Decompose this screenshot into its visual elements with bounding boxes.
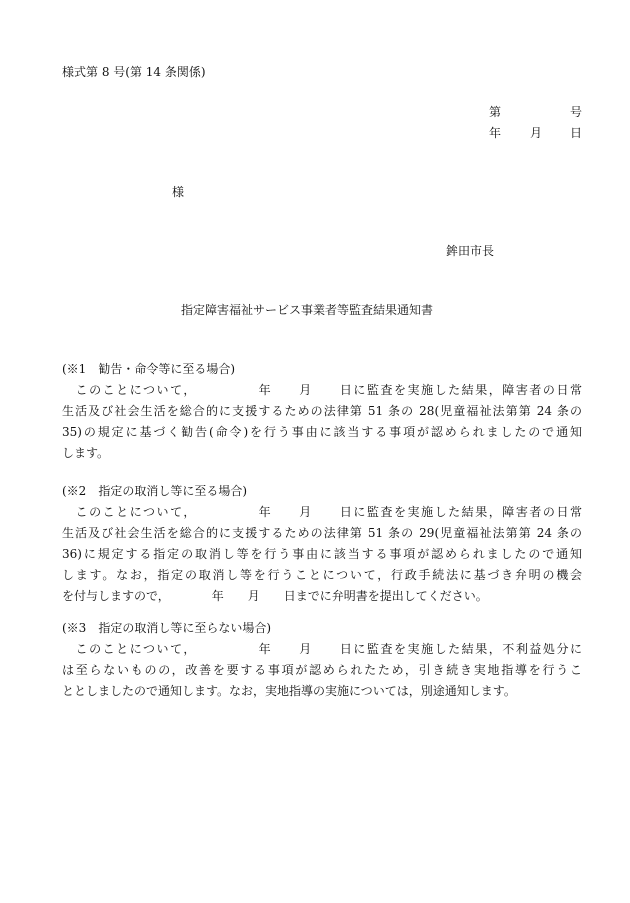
date-month: 月 [530, 126, 543, 140]
doc-number-suffix: 号 [570, 105, 583, 119]
section-3 [62, 618, 582, 702]
section-line: します。 [62, 446, 110, 460]
section-heading: (※2 指定の取消し等に至る場合) [62, 484, 247, 498]
addressee-honorific: 様 [172, 185, 185, 199]
doc-number-label: 第 [489, 105, 502, 119]
issuer: 鉾田市長 [446, 244, 495, 258]
section-line: 36)に規定する指定の取消し等を行う事由に該当する事項が認められましたので通知 [62, 547, 582, 561]
section-1 [62, 359, 582, 464]
section-line: 35)の規定に基づく勧告(命令)を行う事由に該当する事項が認められましたので通知 [62, 425, 582, 439]
section-line: 生活及び社会生活を総合的に支援するための法律第 51 条の 29(児童福祉法第第 24 条の [62, 526, 582, 540]
section-line: は至らないものの，改善を要する事項が認められたため，引き続き実地指導を行うこ [62, 663, 582, 677]
date-year: 年 [489, 126, 502, 140]
section-line: このことについて， 年 月 日に監査を実施した結果，障害者の日常 [62, 383, 582, 397]
section-heading: (※1 勧告・命令等に至る場合) [62, 362, 235, 376]
section-2 [62, 481, 582, 607]
section-line: このことについて， 年 月 日に監査を実施した結果，障害者の日常 [62, 505, 582, 519]
document-title: 指定障害福祉サービス事業者等監査結果通知書 [181, 303, 434, 317]
section-line: このことについて， 年 月 日に監査を実施した結果，不利益処分に [62, 642, 582, 656]
section-line: ととしましたので通知します。なお，実地指導の実施については，別途通知します。 [62, 684, 516, 698]
section-line: を付与しますので， 年 月 日までに弁明書を提出してください。 [62, 589, 488, 603]
section-heading: (※3 指定の取消し等に至らない場合) [62, 621, 271, 635]
section-line: します。なお，指定の取消し等を行うことについて，行政手続法に基づき弁明の機会 [62, 568, 582, 582]
form-label: 様式第 8 号(第 14 条関係) [62, 65, 206, 79]
section-line: 生活及び社会生活を総合的に支援するための法律第 51 条の 28(児童福祉法第第 24 条の [62, 404, 582, 418]
date-day: 日 [570, 126, 583, 140]
